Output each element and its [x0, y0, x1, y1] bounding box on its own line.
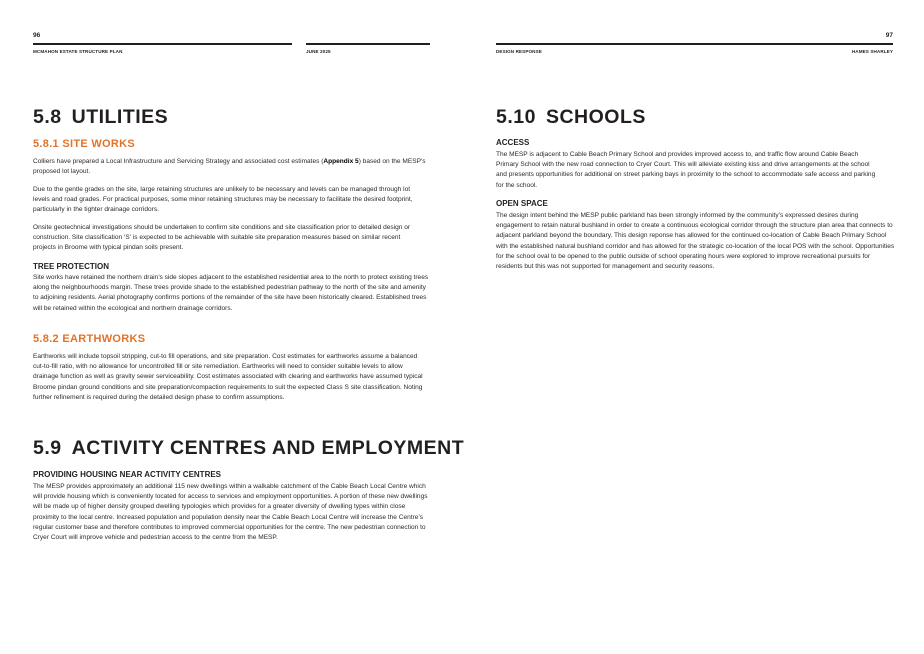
- subheading-access: ACCESS: [496, 138, 530, 147]
- page-number: 97: [885, 32, 893, 39]
- header-rule: [306, 43, 430, 45]
- section-title: ACTIVITY CENTRES AND EMPLOYMENT: [71, 437, 465, 459]
- paragraph: Earthworks will include topsoil stripping, cut-to fill operations, and site preparation. Cost estimates for earthworks assume a balanced cut-to-fill ratio, with no allowance for uncontrolled fill or site remediation. Earthworks will need to consider suitable levels to allow drainage function as well as gravity sewer serviceability. Cost estimates associated with clearing and earthworks have assumed typical Broome pindan ground conditions and site preparation/compaction requirements to suit the expected Class S site classification. Noting further refinement is required during the detailed design phase to confirm assumptions.: [33, 353, 423, 401]
- paragraph: Onsite geotechnical investigations should be undertaken to confirm site conditions and site classification prior to detailed design or construction. Site classification ‘S’ is expected to be achievable with suitable site preparation measures based on similar recent projects in Broome with typical pindan soils present.: [33, 224, 411, 252]
- subsection-heading-site-works: 5.8.1 SITE WORKS: [33, 138, 135, 150]
- header-rule: [33, 43, 292, 45]
- paragraph: The MESP is adjacent to Cable Beach Primary School and provides improved access to, and traffic flow around Cable Beach Primary School with the new road connection to Cryer Court. This will alleviate existing kiss and drive arrangements at the school and presents opportunities for additional on street parking bays in proximity to the school to accommodate safe access and parking for the school.: [496, 151, 876, 189]
- section-title: SCHOOLS: [545, 106, 646, 128]
- running-header-title: MCMAHON ESTATE STRUCTURE PLAN: [33, 49, 123, 54]
- subheading-tree-protection: TREE PROTECTION: [33, 262, 110, 271]
- running-header-author: HAMES SHARLEY: [851, 49, 893, 54]
- section-heading-activity-centres: [33, 437, 464, 460]
- section-title: UTILITIES: [71, 106, 169, 128]
- running-header-date: JUNE 2025: [306, 49, 331, 54]
- section-heading-schools: [496, 106, 646, 129]
- right-page: [462, 0, 924, 654]
- section-heading-utilities: [33, 106, 168, 129]
- subsection-heading-earthworks: 5.8.2 EARTHWORKS: [33, 333, 146, 345]
- section-number: 5.8: [33, 106, 62, 128]
- running-header-chapter: DESIGN RESPONSE: [496, 49, 542, 54]
- paragraph: The design intent behind the MESP public parkland has been strongly informed by the community’s expressed desires during engagement to retain natural bushland in order to create a continuous ecological corridor through the structure plan area that connects to adjacent parkland beyond the boundary. This design reponse has allowed for the continued co-location of Cable Beach Primary School with the established natural bushland corridor and has allowed for the strategic co-location of the local POS with the school. Opportunities for the school oval to be opened to the public outside of school operating hours were explored to improve recreational pursuits for residents but this was not supported for management and security reasons.: [496, 212, 895, 271]
- section-number: 5.9: [33, 437, 62, 459]
- subheading-housing-near-activity-centres: PROVIDING HOUSING NEAR ACTIVITY CENTRES: [33, 470, 222, 479]
- header-rule: [496, 43, 893, 45]
- appendix-reference: Appendix 5: [323, 158, 359, 165]
- section-number: 5.10: [496, 106, 536, 128]
- paragraph: Colliers have prepared a Local Infrastructure and Servicing Strategy and associated cost estimates (Appendix 5) based on the MESP’s proposed lot layout.: [33, 158, 426, 176]
- paragraph: Due to the gentle grades on the site, large retaining structures are unlikely to be necessary and levels can be managed through lot levels and road grades. For practical purposes, some minor retaining structures may be necessary to facilitate the desired footprint, particularly in the tighter drainage corridors.: [33, 186, 413, 214]
- subheading-open-space: OPEN SPACE: [496, 199, 548, 208]
- paragraph: Site works have retained the northern drain’s side slopes adjacent to the established residential area to the north to protect existing trees along the neighbourhoods margin. These trees provide shade to the established pedestrian pathway to the north of the site and amenity to adjoining residents. Aerial photography confirms portions of the remainder of the site have been historically cleared. Established trees will be retained within the ecological and northern drainage corridors.: [33, 274, 429, 312]
- paragraph: The MESP provides approximately an additional 115 new dwellings within a walkable catchment of the Cable Beach Local Centre which will provide housing which is conveniently located for access to services and employment opportunities. A portion of these new dwellings will be made up of higher density grouped dwelling typologies which provides for a greater diversity of dwelling types within close proximity to the local centre. Increased population and population density near the Cable Beach Local Centre will increase the Centre’s regular customer base and therefore contributes to improved commercial opportunities for the centre. The new pedestrian connection to Cryer Court will improve vehicle and pedestrian access to the centre from the MESP.: [33, 483, 428, 542]
- page-number: 96: [33, 32, 41, 39]
